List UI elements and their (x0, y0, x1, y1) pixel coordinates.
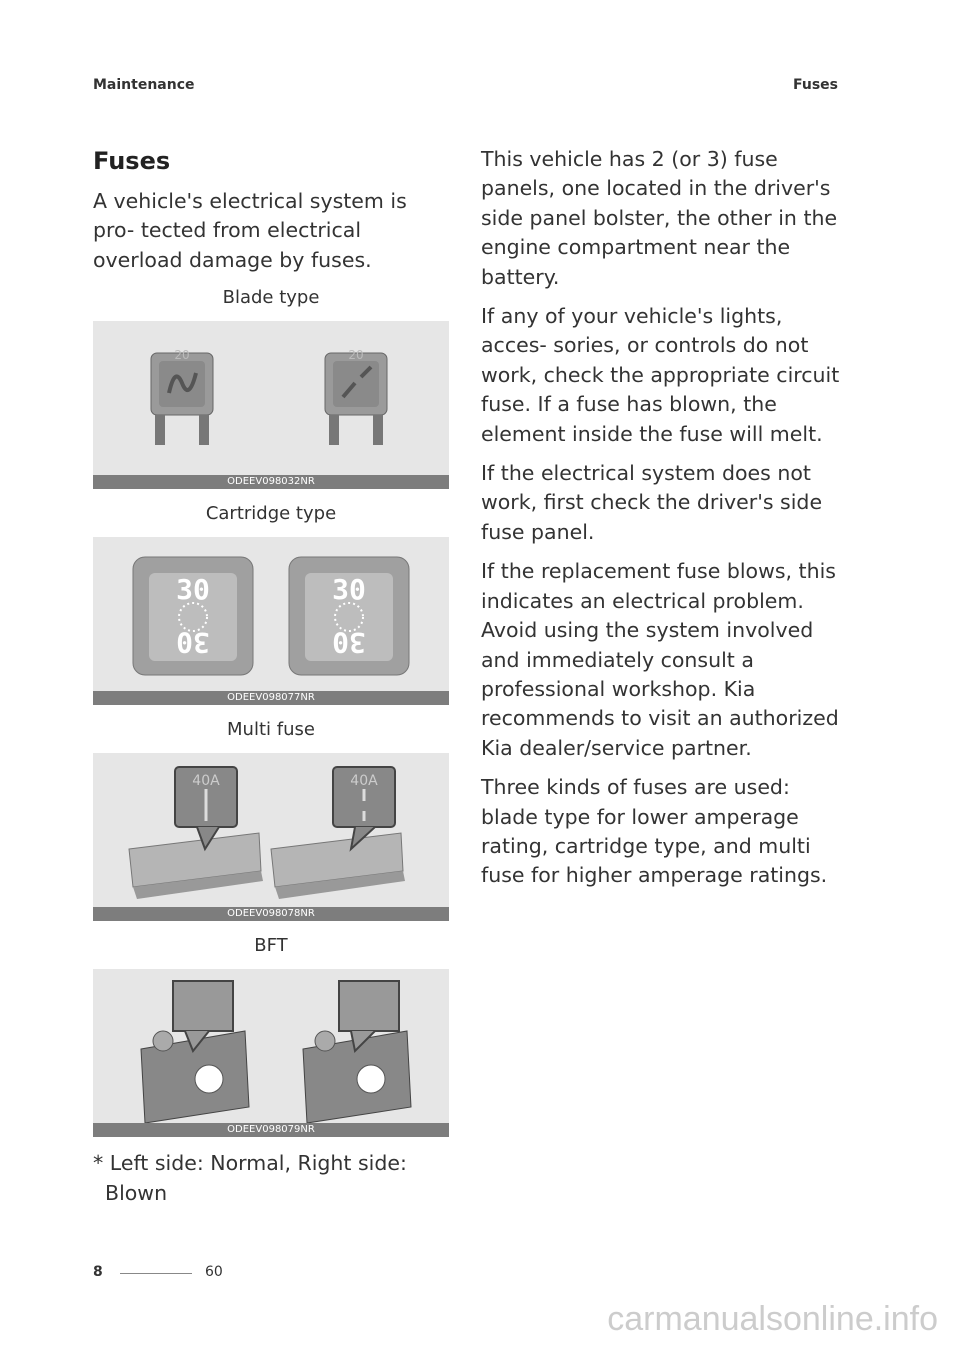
page-number: 60 (205, 1264, 223, 1280)
section-header: Maintenance (93, 77, 195, 93)
blade-rating: 20 (174, 348, 190, 363)
figure-note: * Left side: Normal, Right side: Blown (93, 1151, 407, 1205)
cartridge-fuse-normal (133, 557, 253, 675)
figure-code-bft: ODEEV098079NR (93, 1123, 449, 1137)
blade-fuse-blown (325, 348, 387, 445)
body-paragraph-3: If the electrical system does not work, first check the driver's side fuse panel. (481, 461, 823, 544)
multi-fuse-normal (129, 767, 263, 899)
figure-cartridge-fuse (93, 537, 449, 705)
cartridge-fuse-blown (289, 557, 409, 675)
figure-caption-cartridge: Cartridge type (205, 503, 337, 525)
intro-paragraph: A vehicle's electrical system is pro- tected from electrical overload damage by fuses. (93, 189, 407, 272)
chapter-number: 8 (93, 1264, 103, 1280)
multi-fuse-blown (271, 767, 405, 899)
cartridge-rating-blown: 30 (332, 573, 366, 607)
bft-fuse-blown (303, 981, 411, 1123)
topic-header: Fuses (793, 77, 838, 93)
figure-caption-bft: BFT (254, 935, 288, 957)
figure-code-cartridge: ODEEV098077NR (93, 691, 449, 705)
multi-fuse-illustration (93, 753, 449, 921)
multi-rating-blown: 40A (350, 773, 378, 790)
left-column (93, 145, 449, 1208)
cartridge-rating-flipped: 30 (176, 626, 210, 660)
body-paragraph-4: If the replacement fuse blows, this indicates an electrical problem. Avoid using the system involved and immediately consult a professional workshop. Kia recommends to visit an authorized Kia dealer/service partner. (481, 559, 839, 760)
watermark: carmanualsonline.info (607, 1300, 938, 1338)
figure-caption-blade: Blade type (222, 287, 320, 309)
figure-multi-fuse (93, 753, 449, 921)
cartridge-rating-blown-flipped: 30 (332, 626, 366, 660)
bft-fuse-normal (141, 981, 249, 1123)
body-paragraph-2: If any of your vehicle's lights, acces- sories, or controls do not work, check the appropriate circuit fuse. If a fuse has blown, the element inside the fuse will melt. (481, 304, 840, 446)
body-paragraph-5: Three kinds of fuses are used: blade type for lower amperage rating, cartridge type, and multi fuse for higher amperage ratings. (481, 775, 828, 888)
bft-fuse-illustration (93, 969, 449, 1137)
blade-fuse-normal (151, 348, 213, 445)
right-column (481, 145, 841, 901)
figure-blade-fuse (93, 321, 449, 489)
figure-caption-multi: Multi fuse (227, 719, 315, 741)
page-title: Fuses (93, 147, 171, 175)
footer-divider (120, 1273, 192, 1274)
figure-code-multi: ODEEV098078NR (93, 907, 449, 921)
blade-rating-blown: 20 (348, 348, 364, 363)
figure-code-blade: ODEEV098032NR (93, 475, 449, 489)
cartridge-rating: 30 (176, 573, 210, 607)
figure-bft-fuse (93, 969, 449, 1137)
body-paragraph-1: This vehicle has 2 (or 3) fuse panels, one located in the driver's side panel bolster, the other in the engine compartment near the battery. (481, 147, 838, 289)
blade-fuse-illustration (93, 321, 449, 489)
cartridge-fuse-illustration (93, 537, 449, 705)
multi-rating: 40A (192, 773, 220, 790)
